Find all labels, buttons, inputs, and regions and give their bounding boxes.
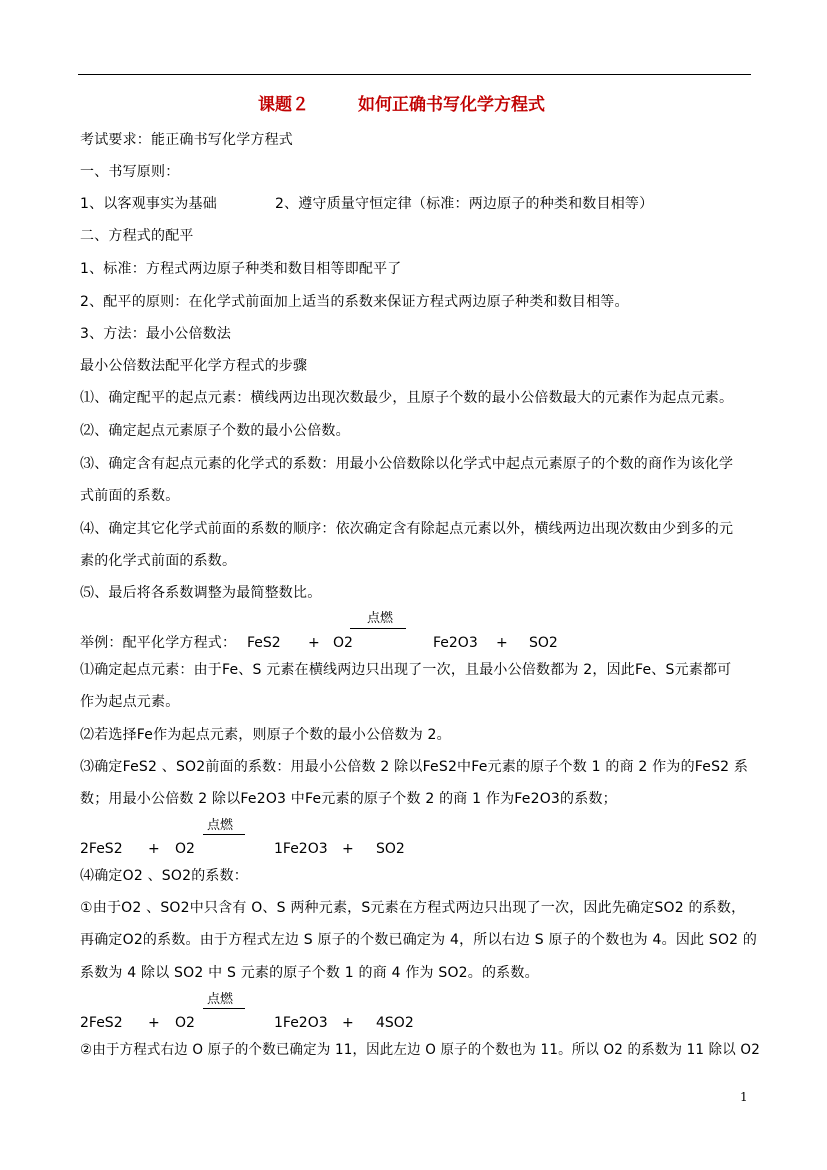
header-rule — [78, 74, 751, 75]
plus-sign: + — [342, 1015, 354, 1031]
reactant-2: O2 — [333, 635, 353, 651]
product-1: Fe2O3 — [433, 635, 478, 651]
reactant-2: O2 — [175, 841, 195, 857]
explanation-4: ⑷确定O2 、SO2的系数： — [80, 868, 248, 884]
step-3: ⑶、确定含有起点元素的化学式的系数：用最小公倍数除以化学式中起点元素原子的个数的商作为该化学 — [80, 456, 734, 472]
equation-arrow-line — [203, 1008, 245, 1009]
reactant-1: FeS2 — [247, 635, 281, 651]
step-5: ⑸、最后将各系数调整为最简整数比。 — [80, 585, 322, 601]
equation-condition: 点燃 — [367, 611, 394, 626]
section-heading-principles: 一、书写原则： — [80, 164, 180, 180]
principle-1: 1、以客观事实为基础 — [80, 196, 217, 212]
product-2: SO2 — [529, 635, 558, 651]
section-heading-balancing: 二、方程式的配平 — [80, 228, 194, 244]
reactant-1: 2FeS2 — [80, 841, 123, 857]
explanation-4a-cont: 系数为 4 除以 SO2 中 S 元素的原子个数 1 的商 4 作为 SO2。的系数。 — [80, 965, 539, 981]
plus-sign: + — [342, 841, 354, 857]
product-1: 1Fe2O3 — [274, 1015, 328, 1031]
equation-condition: 点燃 — [207, 992, 234, 1007]
step-3-cont: 式前面的系数。 — [80, 488, 180, 504]
product-2: 4SO2 — [376, 1015, 414, 1031]
equation-arrow-line — [203, 834, 245, 835]
step-4: ⑷、确定其它化学式前面的系数的顺序：依次确定含有除起点元素以外，横线两边出现次数由少到多的元 — [80, 521, 734, 537]
plus-sign: + — [496, 635, 508, 651]
equation-arrow-line — [350, 628, 406, 629]
step-1: ⑴、确定配平的起点元素：横线两边出现次数最少，且原子个数的最小公倍数最大的元素作为起点元素。 — [80, 390, 734, 406]
paragraph: 3、方法：最小公倍数法 — [80, 326, 232, 342]
page-number: 1 — [740, 1090, 748, 1104]
reactant-1: 2FeS2 — [80, 1015, 123, 1031]
step-2: ⑵、确定起点元素原子个数的最小公倍数。 — [80, 423, 350, 439]
explanation-4a: ①由于O2 、SO2中只含有 O、S 两种元素，S元素在方程式两边只出现了一次，因此先确定SO2 的系数， — [80, 900, 746, 916]
product-2: SO2 — [376, 841, 405, 857]
page-title — [0, 90, 827, 116]
plus-sign: + — [308, 635, 320, 651]
reactant-2: O2 — [175, 1015, 195, 1031]
explanation-1-cont: 作为起点元素。 — [80, 694, 180, 710]
paragraph: 1、标准：方程式两边原子种类和数目相等即配平了 — [80, 261, 402, 277]
equation-condition: 点燃 — [207, 818, 234, 833]
paragraph: 2、配平的原则：在化学式前面加上适当的系数来保证方程式两边原子种类和数目相等。 — [80, 294, 629, 310]
explanation-3: ⑶确定FeS2 、SO2前面的系数：用最小公倍数 2 除以FeS2中Fe元素的原子个数 1 的商 2 作为的FeS2 系 — [80, 759, 749, 775]
product-1: 1Fe2O3 — [274, 841, 328, 857]
plus-sign: + — [148, 841, 160, 857]
plus-sign: + — [148, 1015, 160, 1031]
explanation-4a-cont: 再确定O2的系数。由于方程式左边 S 原子的个数已确定为 4，所以右边 S 原子的个数也为 4。因此 SO2 的 — [80, 932, 758, 948]
explanation-2: ⑵若选择Fe作为起点元素，则原子个数的最小公倍数为 2。 — [80, 727, 451, 743]
paragraph: 最小公倍数法配平化学方程式的步骤 — [80, 358, 308, 374]
exam-requirement: 考试要求：能正确书写化学方程式 — [80, 132, 293, 148]
example-label: 举例：配平化学方程式： — [80, 635, 237, 651]
step-4-cont: 素的化学式前面的系数。 — [80, 553, 237, 569]
explanation-4b: ②由于方程式右边 O 原子的个数已确定为 11，因此左边 O 原子的个数也为 11。所以 O2 的系数为 11 除以 O2 — [80, 1042, 760, 1058]
explanation-1: ⑴确定起点元素：由于Fe、S 元素在横线两边只出现了一次，且最小公倍数都为 2，因此Fe、S元素都可 — [80, 662, 732, 678]
principle-2: 2、遵守质量守恒定律（标准：两边原子的种类和数目相等） — [275, 196, 654, 212]
explanation-3-cont: 数；用最小公倍数 2 除以Fe2O3 中Fe元素的原子个数 2 的商 1 作为Fe2O3的系数； — [80, 791, 617, 807]
title-text: 如何正确书写化学方程式 — [358, 95, 545, 115]
title-lesson: 课题２ — [258, 95, 309, 115]
